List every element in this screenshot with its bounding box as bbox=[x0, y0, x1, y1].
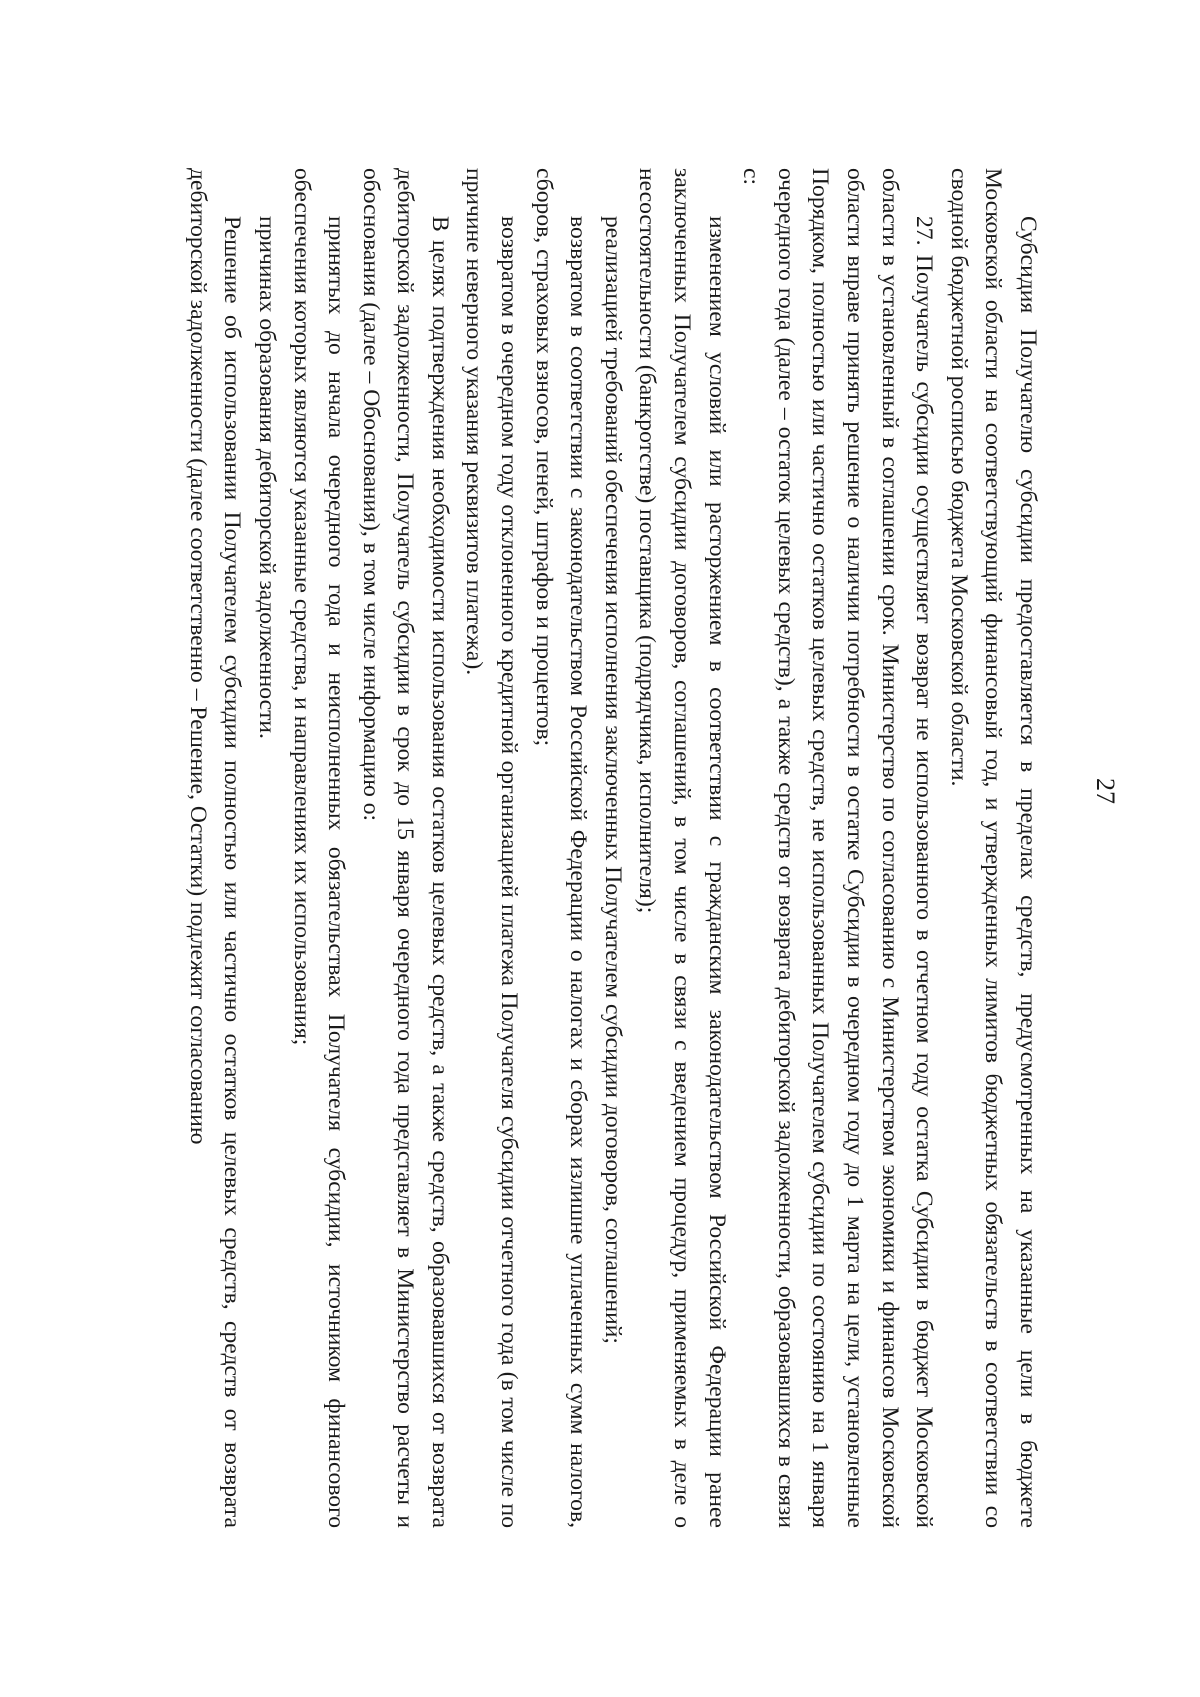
paragraph: Решение об использовании Получателем субсидии полностью или частично остатков целевых средств, средств от возврата дебиторской задолженности (далее соответственно – Решение, Остатки) подлежит согласованию bbox=[184, 168, 246, 1528]
paragraph: 27. Получатель субсидии осуществляет возврат не использованного в отчетном году остатка Субсидии в бюджет Московской области в установленный в соглашении срок. Министерство по согласованию с Министерством экономики и финансов Московской области вправе принять решение о наличии потребности в остатке Субсидии в очередном году до 1 марта на цели, установленные Порядком, полностью или частично остатков целевых средств, не использованных Получателем субсидии по состоянию на 1 января очередного года (далее – остаток целевых средств), а также средств от возврата дебиторской задолженности, образовавшихся в связи с: bbox=[738, 168, 938, 1528]
rotated-page-content bbox=[80, 88, 1120, 1608]
body-text bbox=[180, 168, 1045, 1528]
paragraph: принятых до начала очередного года и неисполненных обязательствах Получателя субсидии, источником финансового обеспечения которых являются указанные средства, и направлениях их использования; bbox=[288, 168, 350, 1528]
paragraph: причинах образования дебиторской задолженности. bbox=[253, 216, 280, 739]
paragraph: реализацией требований обеспечения исполнения заключенных Получателем субсидии договоров, соглашений; bbox=[599, 216, 626, 1344]
paragraph: Субсидия Получателю субсидии предоставляется в пределах средств, предусмотренных на указанные цели в бюджете Московской области на соответствующий финансовый год, и утвержденных лимитов бюджетных обязательств в соответствии со сводной бюджетной росписью бюджета Московской области. bbox=[945, 168, 1041, 1528]
paragraph: возвратом в очередном году отклоненного кредитной организацией платежа Получателя субсидии отчетного года (в том числе по причине неверного указания реквизитов платежа). bbox=[461, 168, 523, 1528]
paragraph: В целях подтверждения необходимости использования остатков целевых средств, а также средств, образовавшихся от возврата дебиторской задолженности, Получатель субсидии в срок до 15 января очередного года представляет в Министерство расчеты и обоснования (далее – Обоснования), в том числе информацию о: bbox=[357, 168, 453, 1528]
page-number: 27 bbox=[1091, 778, 1120, 804]
paragraph: изменением условий или расторжением в соответствии с гражданским законодательством Российской Федерации ранее заключенных Получателем субсидии договоров, соглашений, в том числе в связи с введением процедур, применяемых в деле о несостоятельности (банкротстве) поставщика (подрядчика, исполнителя); bbox=[634, 168, 730, 1528]
paragraph: возвратом в соответствии с законодательством Российской Федерации о налогах и сборах излишне уплаченных сумм налогов, сборов, страховых взносов, пеней, штрафов и процентов; bbox=[530, 168, 592, 1528]
